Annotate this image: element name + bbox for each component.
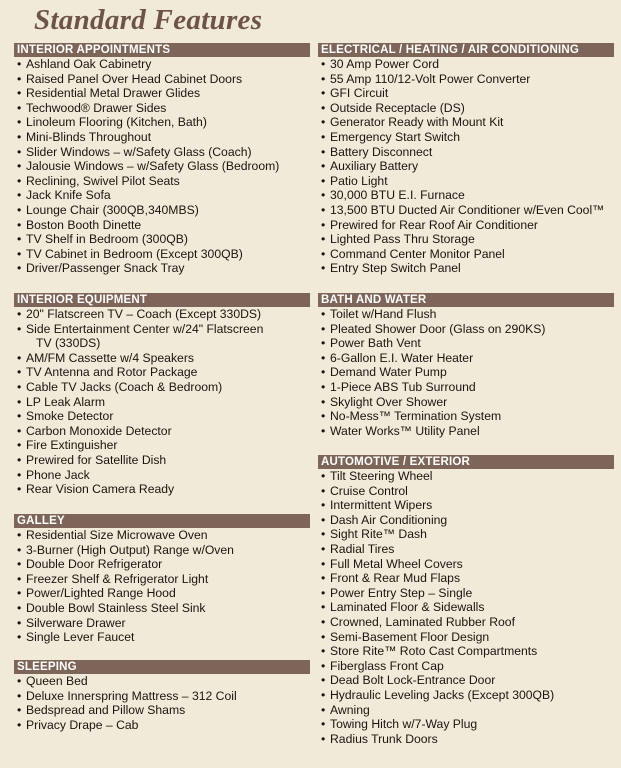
list-item: • Dash Air Conditioning <box>318 513 614 528</box>
list-item: • Driver/Passenger Snack Tray <box>14 261 310 276</box>
list-item: • Emergency Start Switch <box>318 130 614 145</box>
feature-list <box>14 57 310 276</box>
list-item: • Double Bowl Stainless Steel Sink <box>14 601 310 616</box>
list-item: • LP Leak Alarm <box>14 395 310 410</box>
list-item: • Prewired for Rear Roof Air Conditioner <box>318 218 614 233</box>
list-item: • Jack Knife Sofa <box>14 188 310 203</box>
list-item: • Radius Trunk Doors <box>318 732 614 747</box>
list-item: • Power Entry Step – Single <box>318 586 614 601</box>
list-item: • Silverware Drawer <box>14 616 310 631</box>
feature-list <box>14 528 310 645</box>
list-item-line: Side Entertainment Center w/24" Flatscreen <box>26 321 264 336</box>
list-item: • Privacy Drape – Cab <box>14 718 310 733</box>
list-item: • 1-Piece ABS Tub Surround <box>318 380 614 395</box>
list-item: • 55 Amp 110/12-Volt Power Converter <box>318 72 614 87</box>
list-item: • Bedspread and Pillow Shams <box>14 703 310 718</box>
list-item: • Residential Metal Drawer Glides <box>14 86 310 101</box>
list-item: • Slider Windows – w/Safety Glass (Coach) <box>14 145 310 160</box>
list-item: • 3-Burner (High Output) Range w/Oven <box>14 543 310 558</box>
list-item: • Front & Rear Mud Flaps <box>318 571 614 586</box>
list-item: • Raised Panel Over Head Cabinet Doors <box>14 72 310 87</box>
list-item: • Demand Water Pump <box>318 365 614 380</box>
list-item: • Dead Bolt Lock-Entrance Door <box>318 673 614 688</box>
list-item <box>14 322 310 351</box>
list-item: • Smoke Detector <box>14 409 310 424</box>
page-title: Standard Features <box>34 4 263 36</box>
list-item: • Full Metal Wheel Covers <box>318 557 614 572</box>
list-item: • AM/FM Cassette w/4 Speakers <box>14 351 310 366</box>
list-item: • Awning <box>318 703 614 718</box>
list-item: • Ashland Oak Cabinetry <box>14 57 310 72</box>
list-item: • Generator Ready with Mount Kit <box>318 115 614 130</box>
list-item: • 30,000 BTU E.I. Furnace <box>318 188 614 203</box>
list-item: • Queen Bed <box>14 674 310 689</box>
list-item: • Double Door Refrigerator <box>14 557 310 572</box>
list-item: • Tilt Steering Wheel <box>318 469 614 484</box>
list-item: • Techwood® Drawer Sides <box>14 101 310 116</box>
feature-list <box>318 307 614 438</box>
list-item: • Hydraulic Leveling Jacks (Except 300QB) <box>318 688 614 703</box>
list-item: • No-Mess™ Termination System <box>318 409 614 424</box>
list-item: • Fire Extinguisher <box>14 438 310 453</box>
list-item: • Command Center Monitor Panel <box>318 247 614 262</box>
list-item: • Store Rite™ Roto Cast Compartments <box>318 644 614 659</box>
list-item-line: TV (330DS) <box>36 336 101 351</box>
section-interior-appointments <box>14 43 310 276</box>
list-item: • Auxiliary Battery <box>318 159 614 174</box>
list-item: • Intermittent Wipers <box>318 498 614 513</box>
list-item: • Residential Size Microwave Oven <box>14 528 310 543</box>
list-item: • Battery Disconnect <box>318 145 614 160</box>
section-electrical <box>318 43 614 276</box>
list-item: • Mini-Blinds Throughout <box>14 130 310 145</box>
section-header: INTERIOR EQUIPMENT <box>14 293 310 307</box>
section-automotive <box>318 455 614 746</box>
list-item: • GFI Circuit <box>318 86 614 101</box>
list-item: • Toilet w/Hand Flush <box>318 307 614 322</box>
list-item: • Laminated Floor & Sidewalls <box>318 600 614 615</box>
list-item: • 6-Gallon E.I. Water Heater <box>318 351 614 366</box>
list-item: • Jalousie Windows – w/Safety Glass (Bedroom) <box>14 159 310 174</box>
list-item: • Boston Booth Dinette <box>14 218 310 233</box>
list-item: • Prewired for Satellite Dish <box>14 453 310 468</box>
list-item: • Power/Lighted Range Hood <box>14 586 310 601</box>
section-interior-equipment <box>14 293 310 497</box>
section-header: ELECTRICAL / HEATING / AIR CONDITIONING <box>318 43 614 57</box>
section-header: SLEEPING <box>14 660 310 674</box>
section-header: AUTOMOTIVE / EXTERIOR <box>318 455 614 469</box>
feature-list <box>14 674 310 732</box>
list-item: • Cable TV Jacks (Coach & Bedroom) <box>14 380 310 395</box>
list-item: • Carbon Monoxide Detector <box>14 424 310 439</box>
section-galley <box>14 514 310 645</box>
list-item: • Power Bath Vent <box>318 336 614 351</box>
list-item: • Entry Step Switch Panel <box>318 261 614 276</box>
list-item: • Skylight Over Shower <box>318 395 614 410</box>
section-bath-water <box>318 293 614 438</box>
list-item: • Water Works™ Utility Panel <box>318 424 614 439</box>
list-item: • Crowned, Laminated Rubber Roof <box>318 615 614 630</box>
list-item: • Deluxe Innerspring Mattress – 312 Coil <box>14 689 310 704</box>
list-item: • Fiberglass Front Cap <box>318 659 614 674</box>
list-item: • Reclining, Swivel Pilot Seats <box>14 174 310 189</box>
list-item: • TV Antenna and Rotor Package <box>14 365 310 380</box>
list-item: • Semi-Basement Floor Design <box>318 630 614 645</box>
list-item: • 13,500 BTU Ducted Air Conditioner w/Even Cool™ <box>318 203 614 218</box>
section-header: INTERIOR APPOINTMENTS <box>14 43 310 57</box>
list-item: • Outside Receptacle (DS) <box>318 101 614 116</box>
list-item: • Cruise Control <box>318 484 614 499</box>
list-item: • Linoleum Flooring (Kitchen, Bath) <box>14 115 310 130</box>
list-item: • Phone Jack <box>14 468 310 483</box>
list-item: • Pleated Shower Door (Glass on 290KS) <box>318 322 614 337</box>
list-item: • Radial Tires <box>318 542 614 557</box>
list-item: • Rear Vision Camera Ready <box>14 482 310 497</box>
feature-list <box>14 307 310 497</box>
list-item: • 20" Flatscreen TV – Coach (Except 330DS) <box>14 307 310 322</box>
section-header: GALLEY <box>14 514 310 528</box>
list-item: • Patio Light <box>318 174 614 189</box>
list-item: • Lighted Pass Thru Storage <box>318 232 614 247</box>
section-sleeping <box>14 660 310 732</box>
list-item: • TV Cabinet in Bedroom (Except 300QB) <box>14 247 310 262</box>
section-header: BATH AND WATER <box>318 293 614 307</box>
list-item: • Single Lever Faucet <box>14 630 310 645</box>
list-item: • Sight Rite™ Dash <box>318 527 614 542</box>
feature-list <box>318 57 614 276</box>
list-item: • 30 Amp Power Cord <box>318 57 614 72</box>
list-item: • Freezer Shelf & Refrigerator Light <box>14 572 310 587</box>
list-item: • Towing Hitch w/7-Way Plug <box>318 717 614 732</box>
list-item: • TV Shelf in Bedroom (300QB) <box>14 232 310 247</box>
feature-list <box>318 469 614 746</box>
list-item: • Lounge Chair (300QB,340MBS) <box>14 203 310 218</box>
